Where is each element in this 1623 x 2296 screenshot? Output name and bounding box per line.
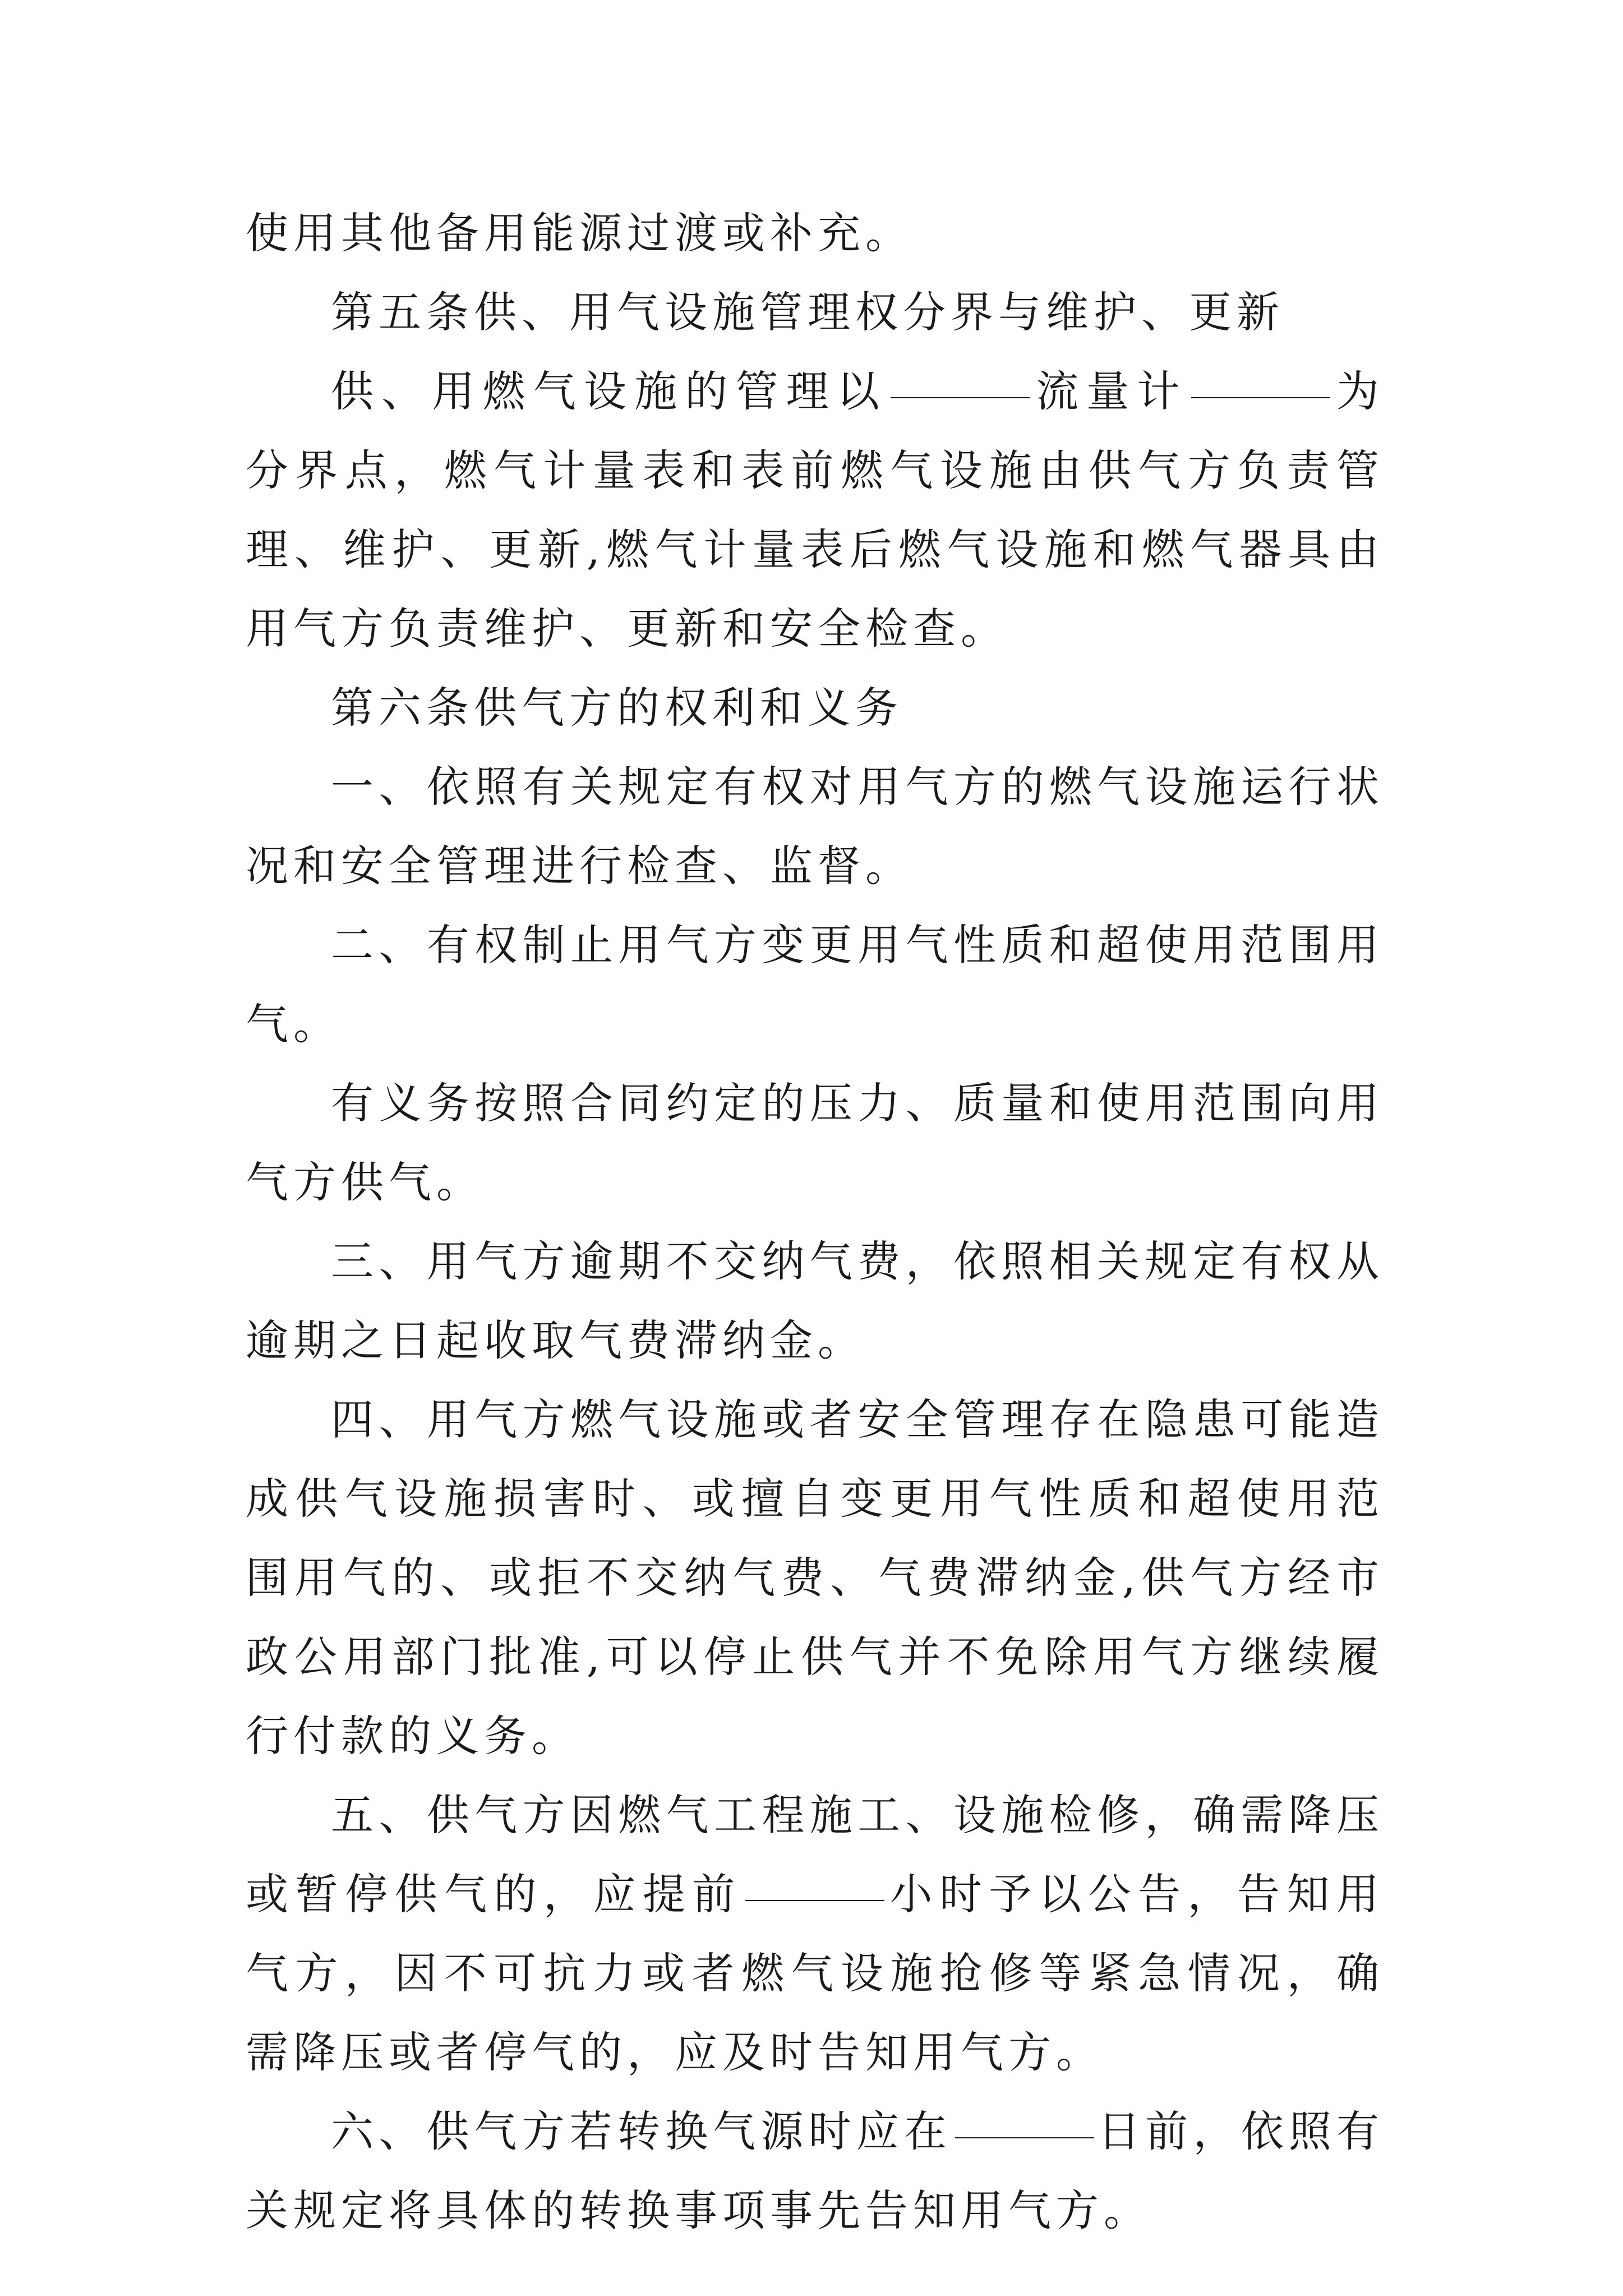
paragraph-p3 [246,668,1384,747]
paragraph-text: 二、有权制止用气方变更用气性质和超使用范围用气。 [246,920,1384,1049]
paragraph-text: 第六条供气方的权利和义务 [331,683,903,733]
paragraph-text: 三、用气方逾期不交纳气费，依照相关规定有权从逾期之日起收取气费滞纳金。 [246,1236,1384,1365]
paragraph-p0 [246,194,1384,273]
paragraph-text: 六、供气方若转换气源时应在 [331,2106,952,2156]
fill-in-blank [955,2137,1094,2138]
paragraph-text: 使用其他备用能源过渡或补充。 [246,208,913,258]
paragraph-p9 [246,1775,1384,2092]
paragraph-p1 [246,273,1384,352]
paragraph-text: 五、供气方因燃气工程施工、设施检修，确需降压或暂停供气的，应提前 [246,1790,1384,1919]
paragraph-p6 [246,1064,1384,1222]
fill-in-blank [1191,397,1330,398]
fill-in-blank [891,397,1030,398]
fill-in-blank [745,1899,884,1901]
paragraph-p4 [246,747,1384,905]
paragraph-text: 小时予以公告，告知用气方，因不可抗力或者燃气设施抢修等紧急情况，确需降压或者停气的，应及时告知用气方。 [246,1869,1384,2077]
paragraph-p7 [246,1222,1384,1380]
paragraph-text: 第五条供、用气设施管理权分界与维护、更新 [331,287,1284,337]
paragraph-text: 有义务按照合同约定的压力、质量和使用范围向用气方供气。 [246,1078,1384,1207]
paragraph-text: 为分界点，燃气计量表和表前燃气设施由供气方负责管理、维护、更新,燃气计量表后燃气设施和燃气器具由用气方负责维护、更新和安全检查。 [246,366,1384,654]
paragraph-p8 [246,1380,1384,1775]
paragraph-text: 供、用燃气设施的管理以 [331,366,888,416]
paragraph-text: 流量计 [1033,366,1188,416]
paragraph-text: 四、用气方燃气设施或者安全管理存在隐患可能造成供气设施损害时、或擅自变更用气性质和超使用范围用气的、或拒不交纳气费、气费滞纳金,供气方经市政公用部门批准,可以停止供气并不免除用气方继续履行付款的义务。 [246,1395,1384,1761]
paragraph-p5 [246,905,1384,1064]
document-body [246,194,1384,2250]
paragraph-text: 日前，依照有关规定将具体的转换事项事先告知用气方。 [246,2106,1385,2235]
paragraph-p10 [246,2092,1384,2250]
paragraph-p2 [246,352,1384,668]
paragraph-text: 一、依照有关规定有权对用气方的燃气设施运行状况和安全管理进行检查、监督。 [246,762,1384,891]
